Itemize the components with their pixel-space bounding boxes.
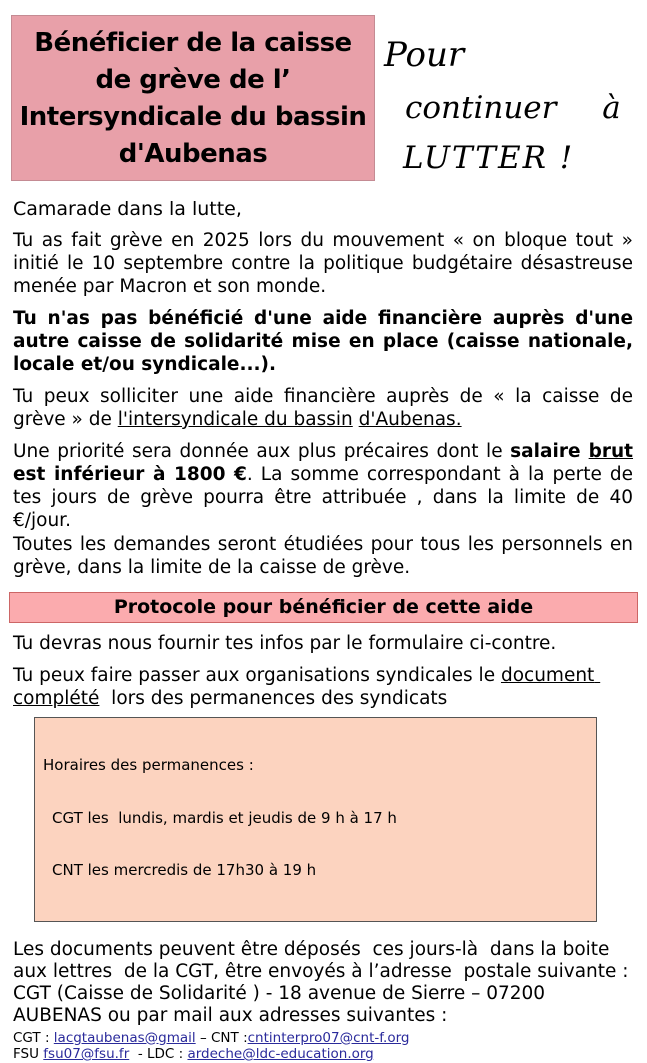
- paragraph-form-info: Tu devras nous fournir tes infos par le formulaire ci-contre.: [13, 633, 557, 654]
- slogan-line-3: LUTTER !: [403, 140, 575, 176]
- text-run: - LDC :: [129, 1046, 188, 1062]
- email-link[interactable]: ardeche@ldc-education.org: [187, 1046, 374, 1062]
- contact-line-1: [13, 1030, 633, 1047]
- email-link[interactable]: lacgtaubenas@gmail: [53, 1029, 196, 1046]
- text-run: . La somme correspondant à la perte de tes jours de grève pourra être attribuée , dans la limite de 40 €/jour.: [13, 464, 633, 531]
- title-box: [11, 15, 375, 181]
- text-run: Une priorité sera donnée aux plus précaires dont le: [13, 441, 511, 462]
- hours-line-cgt: CGT les lundis, mardis et jeudis de 9 h à 17 h: [52, 808, 397, 827]
- hours-line-cnt: CNT les mercredis de 17h30 à 19 h: [52, 861, 317, 879]
- text-run: salaire: [510, 441, 589, 462]
- email-link[interactable]: cntinterpro07@cnt-f.org: [247, 1029, 410, 1046]
- paragraph-all-requests: [13, 533, 633, 579]
- text-run: est inférieur à 1800 €: [13, 464, 247, 485]
- text-run: Tu as fait grève en 2025 lors du mouvement « on bloque tout » initié le 10 septembre contre la politique budgétaire désastreuse menée par Macron et son monde.: [13, 230, 633, 297]
- text-run: – CNT :: [195, 1029, 248, 1046]
- paragraph-request-aid: [13, 385, 633, 431]
- paragraph-strike-context: [13, 229, 633, 298]
- hours-title: Horaires des permanences :: [43, 756, 254, 774]
- slogan-line-1: Pour: [384, 35, 465, 75]
- greeting: Camarade dans la lutte,: [13, 198, 242, 220]
- text-run: Tu n'as pas bénéficié d'une aide financière auprès d'une autre caisse de solidarité mise en place (caisse nationale, locale et/ou syndicale...).: [13, 308, 633, 375]
- text-run: document complété: [13, 665, 601, 709]
- slogan: [375, 15, 641, 181]
- contacts: [13, 1030, 633, 1063]
- text-run: l'intersyndicale du bassin: [117, 409, 353, 430]
- email-link[interactable]: fsu07@fsu.fr: [43, 1046, 130, 1062]
- contact-line-2: [13, 1046, 633, 1063]
- title-line-2: de grève de l’: [95, 65, 291, 95]
- title-line-3: Intersyndicale du bassin: [19, 102, 367, 132]
- text-run: CGT :: [13, 1029, 54, 1046]
- paragraph-deposit-info: Les documents peuvent être déposés ces jours-là dans la boite aux lettres de la CGT, être envoyés à l’adresse postale suivante : CGT (Caisse de Solidarité ) - 18 avenue de Sierre – 07200 AUBENAS ou par mail aux adresses suivantes :: [13, 938, 635, 1026]
- title-line-4: d'Aubenas: [118, 139, 268, 169]
- text-run: Tu peux faire passer aux organisations syndicales le: [13, 665, 501, 686]
- hours-box: [34, 717, 597, 922]
- title-line-1: Bénéficier de la caisse: [34, 28, 352, 58]
- text-run: d'Aubenas.: [358, 409, 462, 430]
- protocol-banner: Protocole pour bénéficier de cette aide: [9, 592, 638, 623]
- paragraph-submit-document: [13, 664, 633, 710]
- header: [0, 0, 647, 181]
- text-run: lors des permanences des syndicats: [99, 688, 448, 709]
- text-run: brut: [588, 441, 634, 462]
- text-run: FSU: [13, 1046, 44, 1062]
- slogan-line-2: continuer à: [405, 90, 621, 126]
- paragraph-priority-criteria: [13, 440, 633, 532]
- paragraph-no-other-aid: [13, 307, 633, 376]
- text-run: Toutes les demandes seront étudiées pour tous les personnels en grève, dans la limite de la caisse de grève.: [13, 534, 633, 578]
- text-run: Tu peux solliciter une aide financière auprès de « la caisse de grève » de: [13, 386, 633, 430]
